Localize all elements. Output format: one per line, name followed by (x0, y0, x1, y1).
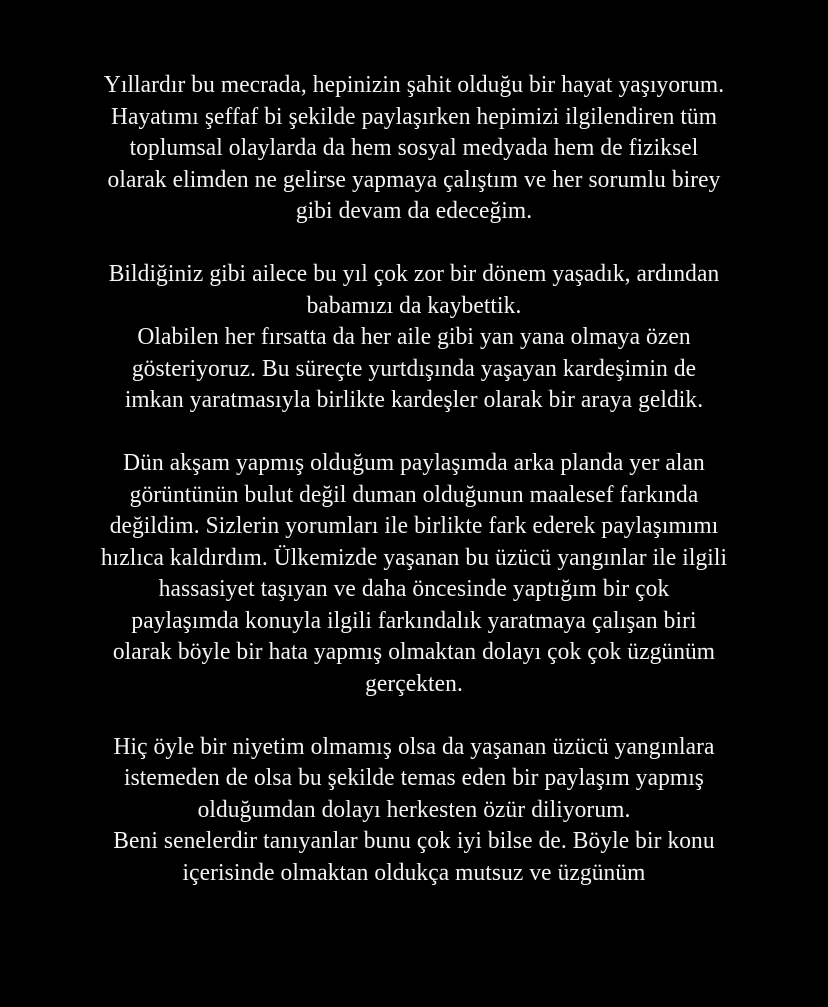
text-line: istemeden de olsa bu şekilde temas eden bir paylaşım yapmış (123, 765, 705, 791)
text-line: toplumsal olaylarda da hem sosyal medyada hem de fiziksel (129, 135, 699, 161)
text-line: olarak elimden ne gelirse yapmaya çalıştım ve her sorumlu birey (107, 166, 721, 193)
paragraph-3 (0, 448, 828, 700)
text-line: olduğumdan dolayı herkesten özür diliyorum. (197, 796, 631, 823)
text-line: gerçekten. (365, 670, 463, 697)
text-line: Olabilen her fırsatta da her aile gibi yan yana olmaya özen (137, 324, 691, 350)
text-line: Yıllardır bu mecrada, hepinizin şahit olduğu bir hayat yaşıyorum. (103, 72, 725, 98)
text-line: Hiç öyle bir niyetim olmamış olsa da yaşanan üzücü yangınlara (113, 733, 715, 760)
text-line: gösteriyoruz. Bu süreçte yurtdışında yaşayan kardeşimin de (131, 355, 697, 382)
text-line: babamızı da kaybettik. (306, 292, 522, 319)
statement-text (0, 70, 828, 921)
text-line: görüntünün bulut değil duman olduğunun maalesef farkında (129, 481, 699, 508)
text-line: imkan yaratmasıyla birlikte kardeşler olarak bir araya geldik. (124, 387, 704, 413)
paragraph-2 (0, 259, 828, 417)
text-line: hızlıca kaldırdım. Ülkemizde yaşanan bu üzücü yangınlar ile ilgili (100, 544, 728, 571)
text-line: olarak böyle bir hata yapmış olmaktan dolayı çok çok üzgünüm (112, 639, 716, 665)
text-line: Dün akşam yapmış olduğum paylaşımda arka planda yer alan (123, 450, 705, 476)
text-line: içerisinde olmaktan oldukça mutsuz ve üzgünüm (182, 859, 646, 886)
paragraph-4 (0, 732, 828, 890)
text-line: Hayatımı şeffaf bi şekilde paylaşırken hepimizi ilgilendiren tüm (110, 103, 718, 130)
text-line: hassasiyet taşıyan ve daha öncesinde yaptığım bir çok (158, 576, 670, 602)
text-line: paylaşımda konuyla ilgili farkındalık yaratmaya çalışan biri (131, 607, 697, 634)
paragraph-1 (0, 70, 828, 228)
text-line: gibi devam da edeceğim. (295, 198, 533, 224)
text-line: Beni senelerdir tanıyanlar bunu çok iyi bilse de. Böyle bir konu (113, 828, 715, 854)
text-line: Bildiğiniz gibi ailece bu yıl çok zor bir dönem yaşadık, ardından (108, 261, 720, 287)
text-line: değildim. Sizlerin yorumları ile birlikte fark ederek paylaşımımı (109, 513, 719, 539)
